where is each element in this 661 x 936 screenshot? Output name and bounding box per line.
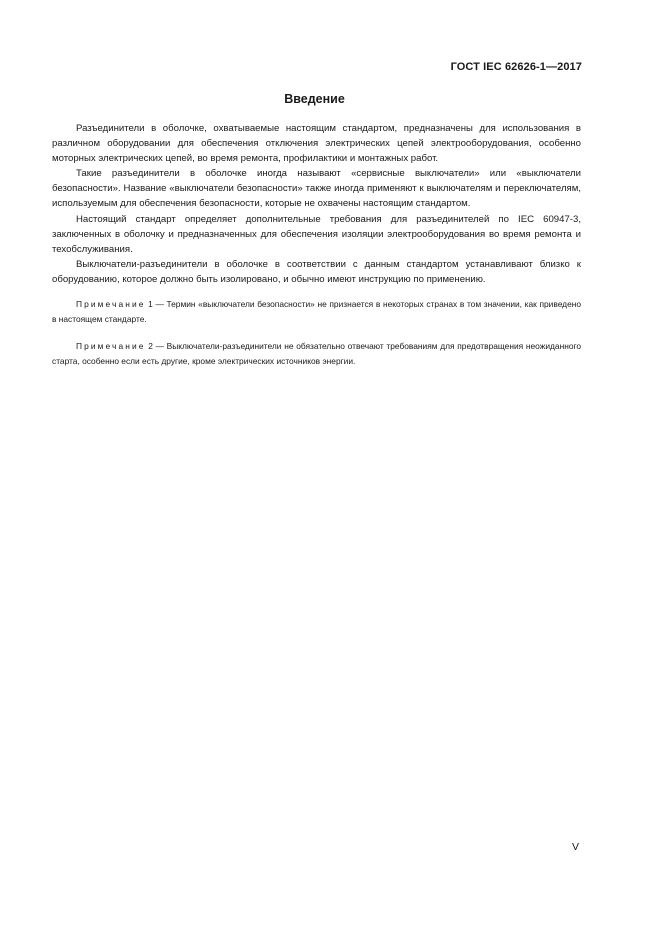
body-text bbox=[52, 121, 581, 369]
paragraph: Выключатели-разъединители в оболочке в соответствии с данным стандартом устанавливают близко к оборудованию, которое должно быть изолировано, и обычно имеют инструкцию по применению. bbox=[52, 258, 581, 285]
document-code: ГОСТ IEC 62626-1—2017 bbox=[450, 61, 582, 73]
note-number: 1 bbox=[148, 299, 153, 310]
section-title: Введение bbox=[284, 92, 345, 106]
note-1 bbox=[52, 297, 581, 327]
note-text: — Термин «выключатели безопасности» не признается в некоторых странах в том значении, как приведено в настоящем стандарте. bbox=[52, 299, 582, 325]
paragraph: Разъединители в оболочке, охватываемые настоящим стандартом, предназначены для использования в различном оборудовании для обеспечения отключения электрических цепей электрооборудования, особенно моторных электрических цепей, во время ремонта, профилактики и монтажных работ. bbox=[52, 123, 581, 165]
note-label: Примечание bbox=[76, 341, 146, 352]
paragraph: Настоящий стандарт определяет дополнительные требования для разъединителей по IEC 60947-3, заключенных в оболочку и предназначенных для обеспечения изоляции электрооборудования во время ремонта и техобслуживания. bbox=[52, 213, 581, 255]
note-text: — Выключатели-разъединители не обязательно отвечают требованиям для предотвращения неожиданного старта, особенно если есть другие, кроме электрических источников энергии. bbox=[52, 341, 582, 367]
note-2 bbox=[52, 339, 581, 369]
note-number: 2 bbox=[148, 341, 153, 352]
note-label: Примечание bbox=[76, 299, 146, 310]
paragraph: Такие разъединители в оболочке иногда называют «сервисные выключатели» или «выключатели безопасности». Название «выключатели безопасности» также иногда применяют к выключателям и переключателям, используемым для обеспечения безопасности, которые не охвачены настоящим стандартом. bbox=[52, 168, 581, 210]
page-number: V bbox=[571, 841, 579, 853]
